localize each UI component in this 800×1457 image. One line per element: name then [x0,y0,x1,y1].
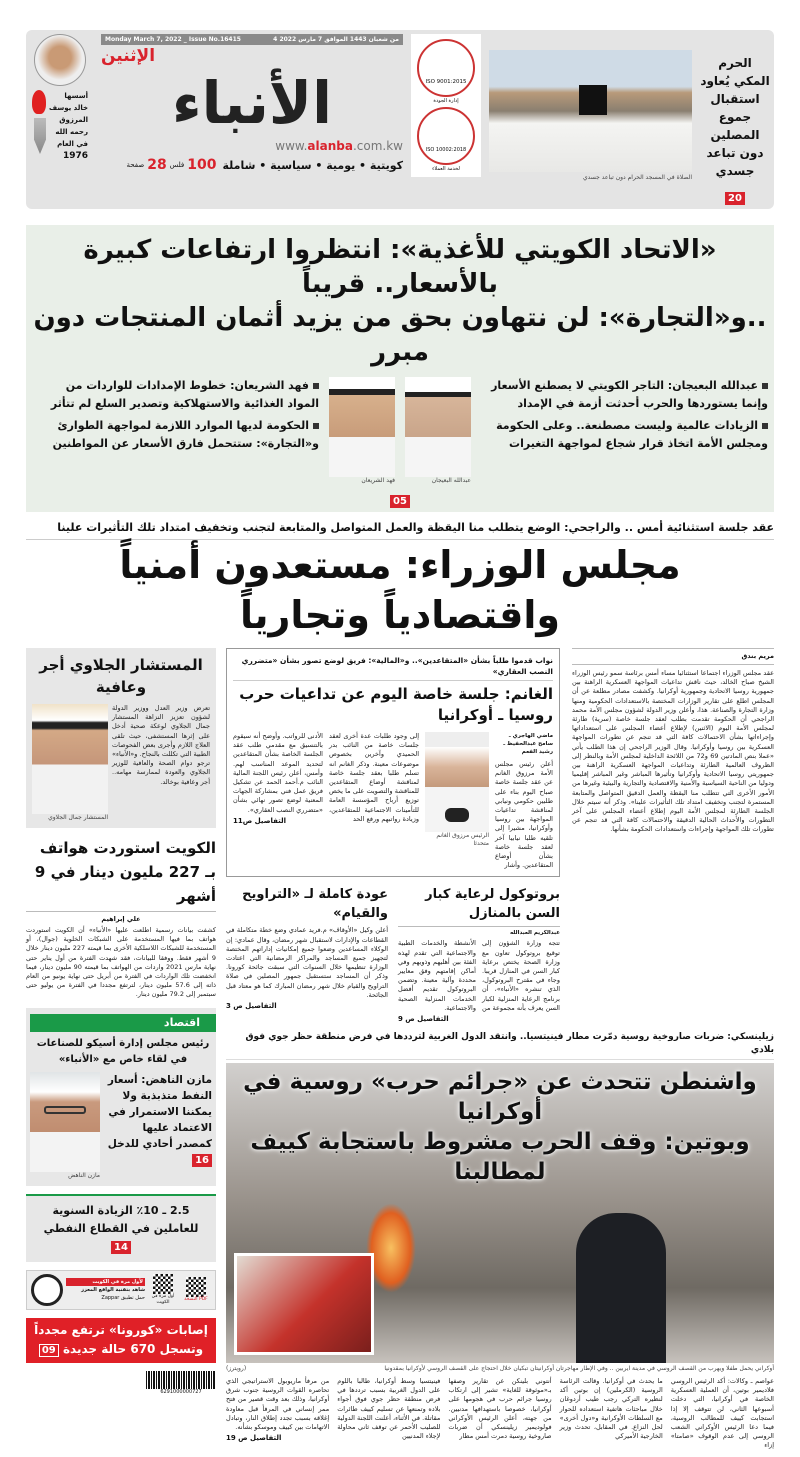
bullet-item [481,417,768,453]
main-kicker: عقد جلسة استثنائية أمس .. والراجحي: الوضع يتطلب منا اليقظة والعمل المتواصل والمتابعة لتجنب وتخفيف امتداد تلك التأثيرات علينا [26,520,774,540]
main-story-column [572,648,774,835]
ukraine-col: فينيتسيا وسط أوكرانيا، طالبا باللوم على الدول الغربية بسبب ترددها في فرض منطقة حظر جوي فوق أجواء بلاده وتمنعها عن تسليم كييف طائرات مقاتلة. في الأثناء، أعلنت اللجنة الدولية للصليب الأحمر عن توقف ثاني محاولة لإجلاء المدنيين [337,1377,441,1441]
ukraine-col: من مرفأ ماريوبول الاستراتيجي الذي تحاصره القوات الروسية جنوب شرق أوكرانيا، وذلك بعد وقت قصير من فتح ممر إنساني في المرفأ قبل معاودة إغلاقه بسبب تجدد إطلاق النار، وتبادل الاتهامات بين كييف وموسكو بشأنه. [225,1377,330,1432]
masthead [26,30,774,209]
protocol-headline: بروتوكول لرعاية كبار السن بالمنازل [425,887,560,922]
ad-line: شاهد بتقنية الواقع المعزز [81,1286,145,1293]
barcode-number: 6291000000727 [160,1388,202,1395]
ukraine-photo [226,1063,774,1363]
protocol-details-link[interactable]: التفاصيل ص 9 [398,1015,449,1024]
nahedh-photo-wrap [30,1072,100,1180]
food-headline-1: «الاتحاد الكويتي للأغذية»: انتظروا ارتفاعات كبيرة بالأسعار.. قريباً [83,235,717,299]
qr-code-icon[interactable] [148,1274,178,1306]
buaijan [405,377,471,485]
kaaba [579,85,607,115]
ukraine-credit: (رويترز) [226,1365,247,1373]
phones-byline: علي إبراهيم [26,911,216,923]
ukraine-col: عواصم ـ وكالات: أكد الرئيس الروسي فلاديمير بوتين، أن العملية العسكرية الخاصة في أوكرانيا، التي دخلت أسبوعها الثاني، لن تتوقف إلا إذا استجابت كييف للمطالب الروسية، فيما دعا الرئيس الأوكراني الشعب الروسي إلى عدم الوقوف «صامتا» إزاء [670,1377,774,1450]
bullet-text: عبدالله البعيجان: التاجر الكويتي لا يصطنع الأسعار وإنما يستوردها والحرب أحدثت أزمة في الإمداد [491,379,768,410]
microphone-icon [445,808,469,822]
bullet-item [32,377,319,413]
corona-line-2 [28,1340,214,1360]
teaser-page [700,186,770,205]
bullet-item [32,417,319,453]
bullet-text: الزيادات عالمية وليست مصطنعة.. وعلى الحكومة ومجلس الأمة اتخاذ قرار شجاع لمواجهة التغيرات [496,419,768,450]
ghanim-headline: الغانم: جلسة خاصة اليوم عن تداعيات حرب روسيا ـ أوكرانيا [239,685,553,724]
jallawi-photo [32,704,108,814]
qr-label: النسخة PDF [184,1296,208,1302]
web-prefix: www. [275,139,308,153]
ukraine-col: ما يحدث في أوكرانيا. وقالت الرئاسة الروسية (الكرملين) إن بوتين أكد لنظيره التركي رجب طيب أردوغان خلال مباحثات هاتفية استعداده للحوار مع السلطات الأوكرانية و«دول أخرى» لحل النزاع. في المقابل، تحدث وزير الخارجية الأميركي [559,1377,663,1441]
economy-section-label[interactable]: اقتصاد [30,1014,216,1032]
shuraian-caption: فهد الشريعان [361,477,395,484]
mecca-caption: الصلاة في المسجد الحرام دون تباعد جسدي [582,174,692,181]
ukraine-caption-row [226,1365,774,1373]
main-headline: مجلس الوزراء: مستعدون أمنياً واقتصادياً وتجارياً [119,543,681,637]
food-story [26,225,774,512]
short-stories [226,885,560,1023]
ukraine-last-col [226,1377,329,1442]
ukraine-caption: أوكراني يحمل طفلا ويهرب من القصف الروسي في مدينة ايربين .. وفي الإطار مهاجرتان أوكرانيتان تبكيان خلال احتجاج على القصف الروسي لأوكرانيا بمقدونيا [384,1365,774,1373]
ukraine-details-link[interactable]: التفاصيل ص 19 [225,1434,282,1443]
tarawih-details-link[interactable]: التفاصيل ص 3 [226,1002,277,1011]
founder [27,34,93,162]
tagline: كويتية • يومية • سياسية • شاملة [222,158,403,172]
phones-headline: الكويت استوردت هواتف بـ 227 مليون دينار في 9 أشهر [34,839,216,905]
web-brand: alanba [307,139,353,153]
food-page [32,489,768,508]
buaijan-photo [405,377,471,477]
ghanim-col2: إلى وجود طلبات عدة أخرى لعقد جلسات خاصة من النائب بدر الحميدي وآخرين بخصوص موضوعات معينة. وذكر الغانم انه تسلم طلبا بعقد جلسة خاصة لمناقشة أوضاع المتقاعدين للمناقشة والتصويت على ما يخص توزيع أرباح المؤسسة العامة للتأمينات الاجتماعية للمتقاعدين، وزيادة رواتبهم ورفع الحد [329,732,419,823]
jallawi-box [26,648,216,828]
center-area [226,648,774,1451]
middle-column [226,648,560,1023]
main-byline: مريم بندق [572,648,774,665]
founder-row [32,90,88,162]
ukraine-kicker: زيلينسكي: ضربات صاروخية روسية دمّرت مطار فينيتسيا.. وانتقد الدول الغربية لترددها في فرض منطقة حظر جوي فوق بلادي [226,1031,774,1060]
nahedh-photo [30,1072,100,1172]
price-box [126,157,216,173]
anniversary-logo [31,1274,63,1306]
mecca [489,34,692,182]
ghanim-photo-wrap [425,732,489,848]
ukraine-col: أنتوني بلينكن عن تقارير وصفها بـ«موثوقة للغاية» تشير إلى ارتكاب روسيا جرائم حرب في هجومها على أوكرانيا، خصوصا باستهدافها مدنيين. من جهته، أعلن الرئيس الأوكراني فولوديمير زيلينسكي أن ضربات صاروخية روسية دمرت أمس مطار [448,1377,552,1441]
founder-icons [32,90,46,154]
website [101,139,403,153]
food-bullets-right [481,377,768,453]
price: 100 [187,157,217,173]
ad-text [66,1278,145,1302]
economy-row [30,1072,216,1180]
bullet-item [481,377,768,413]
page-badge[interactable]: 05 [390,495,410,508]
teaser-headline: الحرم المكي يُعاود استقبال جموع المصلين دون تباعد جسدي [700,56,770,178]
tagline-row [101,157,403,173]
ukraine-columns [226,1377,774,1451]
phones-body: كشفت بيانات رسمية اطلعت عليها «الأنباء» أن الكويت استوردت هواتف بما فيها المستخدمة على الشبكات الخلوية (جوال)، أو المستخدمة للشبكات اللاسلكية الأخرى بما قيمته 227 مليون دينار خلال 9 أشهر فقط. ووفقا للبيانات، فقد شهدت الفترة من أول يناير حتى نهاية مارس 2021 واردات من الهواتف بما قيمته 90 مليون دينار، فيما انخفضت تلك الواردات في الفترة من أبريل حتى نهاية يونيو من العام ذاته إلى 57.6 مليون دينار، لترتفع مجددا في الفترة من يوليو حتى سبتمبر إلى 79.2 مليون دينار. [26,926,216,999]
jallawi-photo-wrap [32,704,108,822]
protocol-byline: عبدالكريم العبدالله [398,926,560,936]
ad-badge: لأول مرة في الكويت [66,1278,145,1286]
founder-line: المرزوق [59,116,89,124]
web-suffix: .com.kw [352,139,403,153]
jallawi-row [32,704,210,822]
ghanim-caption: الرئيس مرزوق الغانم متحدثا [436,832,489,847]
ghanim-col1: أعلن رئيس مجلس الأمة مرزوق الغانم عن عقد جلسة خاصة صباح اليوم بناء على طلبين حكومي ونيابي لمناقشة تداعيات المواجهة بين روسيا وأوكرانيا، مشيرا إلى تلقيه طلبا نيابيا آخر لعقد جلسة خاصة بشأن أوضاع المتقاعدين. وأشار [495,760,553,870]
buaijan-caption: عبدالله البعيجان [431,477,471,484]
protocol-story [398,885,560,1023]
ukraine-headlines [226,1063,774,1187]
ghanim-byline: ماضي الهاجري ـ سامح عبدالحفيظ ـ رشيد الفعم [503,733,553,755]
shuraian [329,377,395,485]
nahedh-caption: مازن الناهض [68,1171,100,1179]
price-unit: فلس [169,161,185,169]
flame-icon [32,90,46,114]
phones-story [26,836,216,1000]
food-row [32,377,768,485]
pages-unit: صفحة [126,161,145,169]
main-body: عقد مجلس الوزراء اجتماعا استثنائيا مساء أمس برئاسة سمو رئيس الوزراء الشيخ صباح الخالد، حيث ناقش تداعيات المواجهة العسكرية الراهنة بين جمهورية روسيا الاتحادية وجمهورية أوكرانيا. وكشفت مصادر مطلعة عن أن المجلس اطلع على تقارير الوزارات المختصة بالاستعدادات الحكومية ومنها وزارة التجارة والصناعة. هذا، وأعلن وزير الدولة لشؤون مجلس الأمة محمد الراجحي أن الحكومة تقدمت بطلب لعقد جلسة خاصة (سرية) طارئة لمجلس الأمة اليوم (الاثنين) لإطلاع أعضاء المجلس على استعداداتها وإجراءاتها بشأن الاحتمالات كافة التي قد تنجم عن تطورات المواجهة العسكرية بين روسيا وأوكرانيا. وقال الوزير الراجحي إن هذا الطلب يأتي «عملا بنص المادتين 69 و72 من اللائحة الداخلية لمجلس الأمة وبالنظر إلى الظروف العالمية الطارئة وتداعيات المواجهة العسكرية الراهنة بين جمهوريتي روسيا الاتحادية وأوكرانيا وتأثيرها المباشر وغير المباشر إقليميا ودوليا من الناحية السياسية والأمنية والاقتصادية والتجارية والبيئية وغيرها من الأمور الأخرى التي تتطلب منا اليقظة والعمل الدقيق المتواصل والمتابعة المستمرة لتجنب وتخفيف امتداد تلك التأثيرات علينا». وذكر أنه سيتم خلال الجلسة الطارئة لمجلس الأمة اليوم إطلاع أعضاء المجلس على آخر التطورات والأحداث الحالية الدقيقة والاحتمالات كافة التي قد تنجم عن تطورات تلك المواجهة وإجراءات واستعدادات الحكومة بشأنها. [572,669,774,834]
ghanim-col1-wrap [495,732,553,870]
left-column [26,648,216,1396]
logo-block [101,34,403,173]
date-en: Monday March 7, 2022 _ Issue No.16415 [105,36,241,43]
glasses-icon [44,1106,86,1114]
barcode [146,1371,216,1389]
page-badge[interactable]: 20 [725,192,745,205]
founder-line: خالد يوسف [48,104,89,112]
ghanim-kicker: نواب قدموا طلباً بشأن «المتقاعدين».. و«المالية»: فريق لوضع تصور بشأن «متضرري النصب العقاري» [233,655,553,681]
corona-headline-1: إصابات «كورونا» ترتفع مجدداً [34,1322,208,1337]
economy-intro: رئيس مجلس إدارة أسيكو للصناعات في لقاء خاص مع «الأنباء» [36,1037,210,1065]
oil-raise-headline [32,1202,210,1256]
ad-line: حمل تطبيق Zappar [101,1294,145,1301]
ghanim-details-link[interactable]: التفاصيل ص11 [233,816,287,825]
iso-seal-icon: ISO 9001:2015 [417,39,475,97]
shuraian-photo [329,377,395,477]
tarawih-story [226,885,388,1010]
tarawih-headline: عودة كاملة لـ «التراويح والقيام» [242,887,388,922]
iso-panel [411,34,481,177]
qr-label: أول مرة في الكويت [151,1293,175,1305]
food-bullets-left [32,377,319,453]
founder-line: 1976 [62,151,89,161]
jallawi-body: تعرض وزير العدل ووزير الدولة لشؤون تعزيز النزاهة المستشار جمال الجلاوي لوعكة صحية أدخل على إثرها المستشفى، حيث تلقى العلاج اللازم وأجرى بعض الفحوصات الطبية التي تكللت بالنجاح. و«الأنباء» ترجو دوام الصحة والعافية للوزير الجلاوي والعودة لممارسة مهامه.. أجر وعافية بوخالد. [112,704,210,786]
tarawih-body: أعلن وكيل «الأوقاف» م.فريد عمادي وضع خطة متكاملة في القطاعات والإدارات لاستقبال شهر رمضان، وقال عمادي: إن الوكلاء المساعدين وضعوا جميع إمكانيات إداراتهم المختصة لتجهيز جميع المساجد والمراكز الرمضانية التي اعتادت الوزارة تنظيمها خلال السنوات التي سبقت جائحة كورونا. وذكر أن المساجد ستستقبل جمهور المصلين في صلاة التراويح والقيام خلال شهر رمضان المبارك كما هو معتاد قبل الجائحة. [226,926,388,999]
teaser [700,34,770,205]
date-bar [101,34,403,45]
protocol-body: تتجه وزارة الشؤون إلى توقيع بروتوكول تعاون مع وزارة الصحة يختص برعاية كبار السن في المنازل قريبا. وجاء في مقترح البروتوكول، الذي تنشره «الأنباء»، أن برنامج الرعاية المنزلية لكبار السن يعرف بأنه مجموعة من الأنشطة والخدمات الطبية والاجتماعية التي تقدم لهذه الفئة بين أهليهم وذويهم وفي أماكن إقامتهم وفق معايير محددة وآلية معينة. وتضمن البروتوكول تقديم أفضل الخدمات المنزلية الصحية والاجتماعية. [398,939,560,1012]
ar-ad[interactable] [26,1270,216,1310]
founder-avatar [34,34,86,86]
oil-raise-text: 2.5 ـ 10٪ الزيادة السنوية للعاملين في القطاع النفطي [43,1203,199,1235]
upper-area [226,648,774,1023]
bullet-text: الحكومة لديها الموارد اللازمة لمواجهة الطوارئ و«التجارة»: ستتحمل فارق الأسعار عن المواطنين [52,419,319,450]
food-headline-2: ..و«التجارة»: لن نتهاون بحق من يزيد أثمان المنتجات دون مبرر [33,303,767,367]
date-ar: 4 من شعبان 1443 الموافق 7 مارس 2022 [273,36,399,43]
ghanim-col3-wrap [233,732,323,825]
founder-line: رحمه الله [55,128,89,136]
ghanim-story [226,648,560,877]
corona-box [26,1318,216,1363]
day-label: الإثنين [101,46,156,66]
ukraine-headline-2: وبوتين: وقف الحرب مشروط باستجابة كييف لمطالبنا [250,1129,750,1186]
ghanim-col3: الأدنى للرواتب. وأوضح أنه سيقوم بالتنسيق مع مقدمي طلب عقد الجلسة الخاصة بشأن المتقاعدين لتحديد الموعد المناسب لهم. وأمس، أعلن رئيس اللجنة المالية النائب م.أحمد الحمد عن تشكيل فريق عمل فني بمشاركة الجهات المعنية لوضع تصور نهائي بشأن «متضرري النصب العقاري». [233,732,323,814]
pages: 28 [147,157,167,173]
oil-raise-box [26,1194,216,1262]
founder-line: في العام [57,140,89,148]
page-badge[interactable]: 14 [111,1241,131,1254]
economy-quote [104,1072,212,1168]
iso-label: لخدمة العملاء [432,166,460,172]
ukraine-story [226,1031,774,1451]
economy-box [26,1008,216,1186]
mecca-photo [489,50,692,172]
quote-text: مازن الناهض: أسعار النفط متذبذبة ولا يمكننا الاستمرار في الاعتماد عليها كمصدر أحادي للدخل [107,1073,212,1150]
founder-line: أسسها [64,92,89,100]
ghanim-columns [233,732,553,870]
qr-code-icon[interactable] [181,1277,211,1303]
pen-icon [34,118,46,154]
jallawi-headline: المستشار الجلاوي أجر وعافية [39,656,203,696]
ghanim-photo [425,732,489,832]
inset-photo [234,1253,374,1355]
jallawi-caption: المستشار جمال الجلاوي [48,814,108,821]
iso-label: إدارة الجودة [433,98,459,104]
page-badge[interactable]: 16 [192,1154,212,1167]
page-badge[interactable]: 09 [39,1344,59,1357]
bullet-text: فهد الشريعان: خطوط الإمدادات للواردات من المواد الغذائية والاستهلاكية وتصدير السلع لم تتأثر [50,379,319,410]
lower-grid [26,648,774,1451]
logo: الأنباء [172,69,332,137]
man-carrying-child [576,1213,666,1363]
ukraine-headline-1: واشنطن تتحدث عن «جرائم حرب» روسية في أوكرانيا [243,1069,757,1126]
iso-seal-icon: ISO 10002:2018 [417,107,475,165]
corona-headline-2: وتسجل 670 حالة جديدة [62,1341,204,1356]
barcode-block [146,1371,216,1396]
founder-text [49,90,88,162]
